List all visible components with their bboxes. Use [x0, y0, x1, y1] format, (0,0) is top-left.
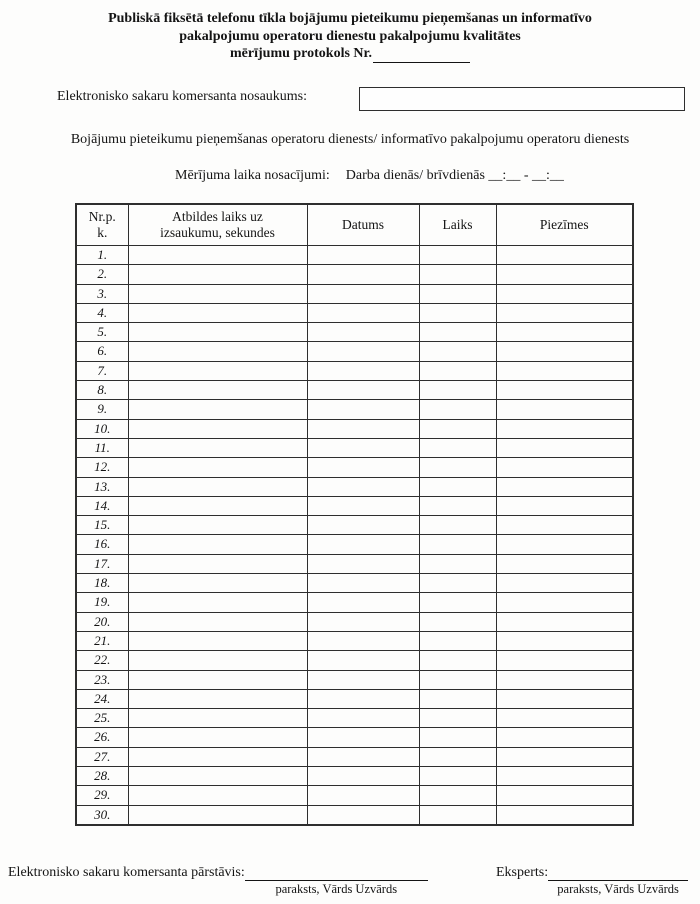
signature-block-representative	[8, 864, 428, 897]
table-header-row	[76, 204, 633, 246]
table-row	[76, 747, 633, 766]
answer-time-cell	[128, 516, 307, 535]
time-cell	[419, 419, 496, 438]
time-cell	[419, 689, 496, 708]
company-name-field	[359, 87, 685, 111]
notes-cell	[496, 438, 633, 457]
answer-time-cell	[128, 419, 307, 438]
time-cell	[419, 574, 496, 593]
header-number-line1: Nr.p.	[88, 208, 116, 224]
service-type-line: Bojājumu pieteikumu pieņemšanas operatoru dienests/ informatīvo pakalpojumu operatoru dienests	[70, 132, 630, 147]
answer-time-cell	[128, 342, 307, 361]
time-cell	[419, 361, 496, 380]
notes-cell	[496, 265, 633, 284]
table-row	[76, 767, 633, 786]
notes-cell	[496, 805, 633, 825]
answer-time-cell	[128, 651, 307, 670]
table-row	[76, 631, 633, 650]
table-row	[76, 496, 633, 515]
table-row	[76, 574, 633, 593]
table-row	[76, 381, 633, 400]
table-row	[76, 458, 633, 477]
row-number-cell: 30.	[76, 805, 128, 825]
answer-time-cell	[128, 767, 307, 786]
notes-cell	[496, 670, 633, 689]
notes-cell	[496, 323, 633, 342]
time-cell	[419, 728, 496, 747]
representative-signature-line	[245, 864, 428, 881]
table-row	[76, 786, 633, 805]
answer-time-cell	[128, 458, 307, 477]
date-cell	[307, 246, 419, 265]
row-number-cell: 11.	[76, 438, 128, 457]
time-cell	[419, 516, 496, 535]
date-cell	[307, 516, 419, 535]
notes-cell	[496, 342, 633, 361]
time-cell	[419, 805, 496, 825]
date-cell	[307, 747, 419, 766]
answer-time-cell	[128, 709, 307, 728]
row-number-cell: 7.	[76, 361, 128, 380]
row-number-cell: 15.	[76, 516, 128, 535]
row-number-cell: 9.	[76, 400, 128, 419]
date-cell	[307, 323, 419, 342]
header-time: Laiks	[419, 204, 496, 246]
time-cell	[419, 709, 496, 728]
table-row	[76, 342, 633, 361]
notes-cell	[496, 631, 633, 650]
date-cell	[307, 265, 419, 284]
answer-time-cell	[128, 805, 307, 825]
date-cell	[307, 786, 419, 805]
header-notes: Piezīmes	[496, 204, 633, 246]
date-cell	[307, 419, 419, 438]
answer-time-cell	[128, 747, 307, 766]
answer-time-cell	[128, 689, 307, 708]
answer-time-cell	[128, 361, 307, 380]
table-row	[76, 303, 633, 322]
date-cell	[307, 400, 419, 419]
row-number-cell: 2.	[76, 265, 128, 284]
row-number-cell: 18.	[76, 574, 128, 593]
date-cell	[307, 535, 419, 554]
time-cell	[419, 767, 496, 786]
time-cell	[419, 554, 496, 573]
time-cell	[419, 670, 496, 689]
time-cell	[419, 747, 496, 766]
answer-time-cell	[128, 246, 307, 265]
notes-cell	[496, 786, 633, 805]
document-title	[0, 10, 700, 63]
row-number-cell: 1.	[76, 246, 128, 265]
date-cell	[307, 496, 419, 515]
header-answer-time	[128, 204, 307, 246]
table-row	[76, 670, 633, 689]
expert-signature-caption: paraksts, Vārds Uzvārds	[557, 882, 679, 896]
notes-cell	[496, 496, 633, 515]
time-cell	[419, 400, 496, 419]
title-line-1: Publiskā fiksētā telefonu tīkla bojājumu pieteikumu pieņemšanas un informatīvo	[108, 11, 592, 26]
time-cell	[419, 631, 496, 650]
answer-time-cell	[128, 554, 307, 573]
notes-cell	[496, 612, 633, 631]
notes-cell	[496, 593, 633, 612]
row-number-cell: 8.	[76, 381, 128, 400]
notes-cell	[496, 303, 633, 322]
row-number-cell: 25.	[76, 709, 128, 728]
answer-time-cell	[128, 496, 307, 515]
date-cell	[307, 574, 419, 593]
row-number-cell: 10.	[76, 419, 128, 438]
row-number-cell: 23.	[76, 670, 128, 689]
row-number-cell: 3.	[76, 284, 128, 303]
time-cell	[419, 438, 496, 457]
time-cell	[419, 265, 496, 284]
notes-cell	[496, 651, 633, 670]
date-cell	[307, 593, 419, 612]
time-cell	[419, 381, 496, 400]
representative-signature-caption: paraksts, Vārds Uzvārds	[275, 882, 398, 896]
notes-cell	[496, 419, 633, 438]
date-cell	[307, 554, 419, 573]
table-row	[76, 651, 633, 670]
notes-cell	[496, 361, 633, 380]
header-number-line2: k.	[97, 225, 108, 240]
answer-time-cell	[128, 535, 307, 554]
notes-cell	[496, 284, 633, 303]
notes-cell	[496, 554, 633, 573]
row-number-cell: 26.	[76, 728, 128, 747]
table-row	[76, 709, 633, 728]
notes-cell	[496, 246, 633, 265]
header-number	[76, 204, 128, 246]
table-row	[76, 535, 633, 554]
table-row	[76, 265, 633, 284]
date-cell	[307, 805, 419, 825]
date-cell	[307, 728, 419, 747]
time-cell	[419, 535, 496, 554]
row-number-cell: 17.	[76, 554, 128, 573]
time-cell	[419, 612, 496, 631]
date-cell	[307, 651, 419, 670]
date-cell	[307, 458, 419, 477]
time-cell	[419, 303, 496, 322]
answer-time-cell	[128, 786, 307, 805]
answer-time-cell	[128, 323, 307, 342]
answer-time-cell	[128, 631, 307, 650]
date-cell	[307, 381, 419, 400]
protocol-number-label: mērījumu protokols Nr.	[230, 46, 372, 61]
row-number-cell: 29.	[76, 786, 128, 805]
protocol-number-blank	[373, 48, 470, 63]
notes-cell	[496, 516, 633, 535]
row-number-cell: 4.	[76, 303, 128, 322]
time-cell	[419, 284, 496, 303]
table-row	[76, 516, 633, 535]
table-row	[76, 419, 633, 438]
table-row	[76, 361, 633, 380]
row-number-cell: 14.	[76, 496, 128, 515]
date-cell	[307, 767, 419, 786]
row-number-cell: 20.	[76, 612, 128, 631]
header-answer-time-line1: Atbildes laiks uz	[172, 208, 263, 224]
time-cell	[419, 593, 496, 612]
notes-cell	[496, 767, 633, 786]
time-cell	[419, 342, 496, 361]
row-number-cell: 19.	[76, 593, 128, 612]
row-number-cell: 24.	[76, 689, 128, 708]
table-row	[76, 246, 633, 265]
row-number-cell: 6.	[76, 342, 128, 361]
expert-label: Eksperts:	[496, 865, 549, 880]
notes-cell	[496, 574, 633, 593]
row-number-cell: 27.	[76, 747, 128, 766]
row-number-cell: 21.	[76, 631, 128, 650]
time-cell	[419, 323, 496, 342]
company-name-label: Elektronisko sakaru komersanta nosaukums:	[57, 89, 308, 104]
table-row	[76, 284, 633, 303]
title-line-3	[0, 45, 700, 63]
measurement-conditions	[175, 168, 564, 184]
time-cell	[419, 496, 496, 515]
time-cell	[419, 246, 496, 265]
title-line-2: pakalpojumu operatoru dienestu pakalpojumu kvalitātes	[179, 28, 521, 44]
table-row	[76, 728, 633, 747]
header-date: Datums	[307, 204, 419, 246]
notes-cell	[496, 689, 633, 708]
header-answer-time-line2: izsaukumu, sekundes	[160, 225, 275, 240]
table-row	[76, 477, 633, 496]
answer-time-cell	[128, 728, 307, 747]
table-row	[76, 612, 633, 631]
date-cell	[307, 438, 419, 457]
answer-time-cell	[128, 477, 307, 496]
measurement-table-body	[76, 246, 633, 825]
conditions-label: Mērījuma laika nosacījumi:	[175, 168, 330, 183]
notes-cell	[496, 747, 633, 766]
expert-signature-line	[548, 864, 688, 881]
date-cell	[307, 670, 419, 689]
date-cell	[307, 303, 419, 322]
table-row	[76, 554, 633, 573]
notes-cell	[496, 400, 633, 419]
answer-time-cell	[128, 265, 307, 284]
table-row	[76, 323, 633, 342]
date-cell	[307, 631, 419, 650]
date-cell	[307, 709, 419, 728]
date-cell	[307, 689, 419, 708]
row-number-cell: 12.	[76, 458, 128, 477]
table-row	[76, 438, 633, 457]
table-row	[76, 805, 633, 825]
time-cell	[419, 458, 496, 477]
time-cell	[419, 651, 496, 670]
table-row	[76, 400, 633, 419]
answer-time-cell	[128, 381, 307, 400]
answer-time-cell	[128, 284, 307, 303]
answer-time-cell	[128, 593, 307, 612]
answer-time-cell	[128, 574, 307, 593]
date-cell	[307, 361, 419, 380]
table-row	[76, 689, 633, 708]
notes-cell	[496, 535, 633, 554]
row-number-cell: 28.	[76, 767, 128, 786]
date-cell	[307, 284, 419, 303]
measurement-table	[75, 203, 634, 826]
notes-cell	[496, 381, 633, 400]
table-row	[76, 593, 633, 612]
date-cell	[307, 477, 419, 496]
notes-cell	[496, 709, 633, 728]
row-number-cell: 16.	[76, 535, 128, 554]
row-number-cell: 5.	[76, 323, 128, 342]
answer-time-cell	[128, 670, 307, 689]
signature-block-expert	[496, 864, 688, 897]
time-cell	[419, 477, 496, 496]
notes-cell	[496, 477, 633, 496]
answer-time-cell	[128, 303, 307, 322]
date-cell	[307, 612, 419, 631]
row-number-cell: 13.	[76, 477, 128, 496]
conditions-value: Darba dienās/ brīvdienās __:__ - __:__	[345, 168, 564, 183]
notes-cell	[496, 458, 633, 477]
answer-time-cell	[128, 612, 307, 631]
representative-label: Elektronisko sakaru komersanta pārstāvis:	[8, 865, 245, 880]
date-cell	[307, 342, 419, 361]
time-cell	[419, 786, 496, 805]
answer-time-cell	[128, 400, 307, 419]
answer-time-cell	[128, 438, 307, 457]
notes-cell	[496, 728, 633, 747]
row-number-cell: 22.	[76, 651, 128, 670]
